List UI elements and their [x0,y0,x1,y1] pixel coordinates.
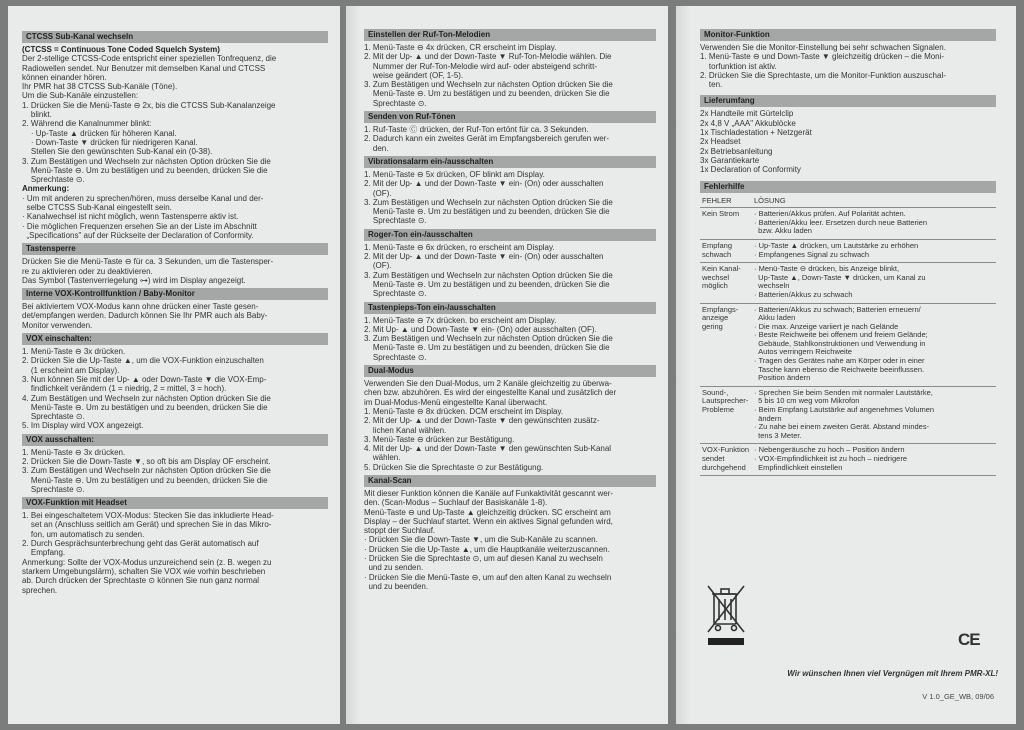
text-line: Menü-Taste ⊖. Um zu bestätigen und zu beenden, drücken Sie die [22,402,268,412]
text-line: lichen Kanal wählen. [364,425,447,435]
text-line: Menü-Taste ⊖. Um zu bestätigen und zu beenden, drücken Sie die [364,207,610,217]
text-line: chen bzw. abzuhören. Es wird der eingestellte Kanal und zusätzlich der [364,388,617,398]
text-line: 1. Menü-Taste ⊖ 3x drücken. [22,347,126,357]
table-row [700,303,996,386]
text-line: 2. Dadurch kann ein zweites Gerät im Empfangsbereich gerufen wer- [364,134,610,144]
loesung-cell: · Up-Taste ▲ drücken, um Lautstärke zu erhöhen · Empfangenes Signal zu schwach [754,240,919,259]
table-row [700,208,996,240]
panel-middle-content [364,26,656,591]
text-line: den. [364,143,389,153]
lieferumfang-item: 3x Garantiekarte [700,155,760,165]
section-title: VOX einschalten: [22,333,328,345]
lieferumfang-list [700,109,996,174]
fehler-cell: Kein Strom [702,209,740,219]
text-line: 1. Ruf-Taste Ⓒ drücken, der Ruf-Ton ertönt für ca. 3 Sekunden. [364,125,589,135]
text-line: (OF). [364,188,392,198]
text-line: weise geändert (OF, 1-5). [364,70,464,80]
fehler-cell: Empfangs- anzeige gering [702,304,739,331]
text-line: (OF). [364,261,392,271]
loesung-cell: · Sprechen Sie beim Senden mit normaler Lautstärke, 5 bis 10 cm weg vom Mikrofon · Beim Empfang Lautstärke auf angenehmes Volumen ändern · Zu nahe bei einem zweiten Gerät. Abstand mindes- tens 3 Meter. [754,387,935,440]
text-line: Sprechtaste ⊙. [22,484,85,494]
text-line: 3. Nun können Sie mit der Up- ▲ oder Down-Taste ▼ die VOX-Emp- [22,374,267,384]
text-line: Sprechtaste ⊙. [22,412,85,422]
text-line: selbe CTCSS Sub-Kanal eingestellt sein. [22,203,172,213]
fold-shadow [676,6,690,724]
lieferumfang-item: 1x Declaration of Conformity [700,165,801,175]
text-line: 3. Zum Bestätigen und Wechseln zur nächsten Option drücken Sie die [364,334,613,344]
column-header-fehler: FEHLER [700,195,752,208]
text-line: Das Symbol (Tastenverriegelung ⊶) wird im Display angezeigt. [22,275,246,285]
section-title: Roger-Ton ein-/ausschalten [364,229,656,241]
text-line: 1. Drücken Sie die Menü-Taste ⊖ 2x, bis die CTCSS Sub-Kanalanzeige [22,100,276,110]
text-line: 5. Drücken Sie die Sprechtaste ⊙ zur Bestätigung. [364,462,544,472]
section-title: Dual-Modus [364,365,656,377]
fehler-cell: VOX-Funktion sendet durchgehend [702,445,750,472]
text-line: 4. Zum Bestätigen und Wechseln zur nächsten Option drücken Sie die [22,393,271,403]
text-line: Menü-Taste ⊖. Um zu bestätigen und zu beenden, drücken Sie die [22,475,268,485]
text-line: 4. Mit der Up- ▲ und der Down-Taste ▼ den gewünschten Sub-Kanal [364,444,612,454]
monitor-line: 1. Menü-Taste ⊖ und Down-Taste ▼ gleichzeitig drücken – die Moni- [700,52,945,62]
text-line: ab. Durch drücken der Sprechtaste ⊙ können Sie nun ganz normal [22,576,260,586]
text-line: Verwenden Sie den Dual-Modus, um 2 Kanäle gleichzeitig zu überwa- [364,379,612,389]
text-line: starkem Umgebungslärm), schalten Sie VOX wie vorhin beschrieben [22,566,266,576]
lieferumfang-item: 1x Tischladestation + Netzgerät [700,128,812,138]
section-title-monitor: Monitor-Funktion [700,29,996,41]
text-line: 2. Mit der Up- ▲ und der Down-Taste ▼ Ruf-Ton-Melodie wählen. Die [364,52,612,62]
text-line: Um die Sub-Kanäle einzustellen: [22,91,139,101]
text-line: Monitor verwenden. [22,320,93,330]
text-line: Anmerkung: Sollte der VOX-Modus unzureichend sein (z. B. wegen zu [22,557,272,567]
text-line: Drücken Sie die Menü-Taste ⊖ für ca. 3 Sekunden, um die Tastensper- [22,257,274,267]
panel-right-content [700,26,996,476]
text-line: · Um mit anderen zu sprechen/hören, muss derselbe Kanal und der- [22,193,264,203]
section-title: VOX ausschalten: [22,434,328,446]
section-title: Kanal-Scan [364,475,656,487]
text-line: · Drücken Sie die Sprechtaste ⊙, um auf diesen Kanal zu wechseln [364,554,603,564]
text-line: 3. Zum Bestätigen und Wechseln zur nächsten Option drücken Sie die [364,80,613,90]
text-line: · Down-Taste ▼ drücken für niedrigeren Kanal. [22,137,198,147]
text-line: 1. Menü-Taste ⊖ 4x drücken, CR erscheint im Display. [364,43,557,52]
section-title: CTCSS Sub-Kanal wechseln [22,31,328,43]
text-line: Sprechtaste ⊙. [364,98,427,108]
text-line: 2. Mit Up- ▲ und Down-Taste ▼ ein- (On) oder ausschalten (OF). [364,324,597,334]
table-row [700,444,996,476]
text-line: Bei aktiviertem VOX-Modus kann ohne drücken einer Taste gesen- [22,302,259,312]
monitor-line: torfunktion ist aktiv. [700,61,777,71]
table-row [700,239,996,262]
section-title: Interne VOX-Kontrollfunktion / Baby-Monitor [22,288,328,300]
text-line: den. (Scan-Modus – Suchlauf der Basiskanäle 1-8). [364,498,548,508]
text-line: 3. Zum Bestätigen und Wechseln zur nächsten Option drücken Sie die [364,197,613,207]
text-line: und zu beenden. [364,581,429,591]
text-line: Sprechtaste ⊙. [364,289,427,299]
text-line: 3. Zum Bestätigen und Wechseln zur nächsten Option drücken Sie die [22,466,271,476]
text-line: Sprechtaste ⊙. [22,175,85,185]
section-title: VOX-Funktion mit Headset [22,497,328,509]
text-line: 2. Drücken Sie die Up-Taste ▲, um die VOX-Funktion einzuschalten [22,356,264,366]
text-line: sprechen. [22,585,58,595]
monitor-line: Verwenden Sie die Monitor-Einstellung bei sehr schwachen Signalen. [700,43,946,52]
text-line: blinkt. [22,110,52,120]
loesung-cell: · Batterien/Akkus zu schwach; Batterien erneuern/ Akku laden · Die max. Anzeige variiert je nach Gelände · Beste Reichweite bei offenem und freiem Gelände; Gebäude, Stahlkonstruktionen und Verwendung in Autos verringern Reichweite · Tragen des Gerätes nahe am Körper oder in einer Tasche kann ebenso die Reichweite beeinflussen. Position ändern [754,304,928,383]
fehler-cell: Empfang schwach [702,240,733,259]
section-title-fehlerhilfe: Fehlerhilfe [700,181,996,193]
text-line: Menü-Taste ⊖. Um zu bestätigen und zu beenden, drücken Sie die [364,279,610,289]
text-line: 2. Mit der Up- ▲ und der Down-Taste ▼ ein- (On) oder ausschalten [364,252,604,262]
loesung-cell: · Nebengeräusche zu hoch – Position ändern · VOX-Empfindlichkeit ist zu hoch – niedrigere Empfindlichkeit einstellen [754,445,907,472]
text-line: 3. Zum Bestätigen und Wechseln zur nächsten Option drücken Sie die [22,156,271,166]
text-line: Empfang. [22,548,66,558]
text-line: fon, um automatisch zu senden. [22,529,145,539]
text-line: re zu aktivieren oder zu deaktivieren. [22,266,153,276]
text-line: · Die möglichen Frequenzen ersehen Sie an der Liste im Abschnitt [22,221,257,231]
text-line: wählen. [364,453,401,463]
lieferumfang-item: 2x 4,8 V „AAA" Akkublöcke [700,118,796,128]
section-title: Einstellen der Ruf-Ton-Melodien [364,29,656,41]
text-line: können einander hören. [22,72,107,82]
text-line: 1. Bei eingeschaltetem VOX-Modus: Stecken Sie das inkludierte Head- [22,511,274,521]
text-line: 1. Menü-Taste ⊖ 8x drücken. DCM erscheint im Display. [364,406,564,416]
section-title: Tastensperre [22,243,328,255]
section-title-lieferumfang: Lieferumfang [700,95,996,107]
text-line: Menü-Taste ⊖. Um zu bestätigen und zu beenden, drücken Sie die [364,343,610,353]
troubleshooting-table [700,195,996,477]
closing-message: Wir wünschen Ihnen viel Vergnügen mit Ihrem PMR-XL! [787,669,998,678]
text-line: Der 2-stellige CTCSS-Code entspricht einer speziellen Tonfrequenz, die [22,54,277,64]
text-line: set an (Anschluss seitlich am Gerät) und sprechen Sie in das Mikro- [22,520,272,530]
lieferumfang-item: 2x Handteile mit Gürtelclip [700,109,794,119]
monitor-line: 2. Drücken Sie die Sprechtaste, um die Monitor-Funktion auszuschal- [700,70,946,80]
text-line: · Drücken Sie die Up-Taste ▲, um die Hauptkanäle weiterzuscannen. [364,544,610,554]
text-line: 3. Menü-Taste ⊖ drücken zur Bestätigung. [364,434,515,444]
text-line: 1. Menü-Taste ⊖ 3x drücken. [22,447,126,457]
fehler-cell: Sound-, Lautsprecher- Probleme [702,387,749,415]
text-line: Menü-Taste ⊖ und Up-Taste ▲ gleichzeitig drücken. SC erscheint am [364,507,611,517]
text-line: stoppt der Suchlauf. [364,526,436,536]
text-line-bold: Anmerkung: [22,184,70,194]
text-line: Nummer der Ruf-Ton-Melodie wird auf- oder absteigend schritt- [364,61,597,71]
ce-mark: CE [958,630,980,649]
version-label: V 1.0_GE_WB, 09/06 [922,692,994,701]
text-line: 1. Menü-Taste ⊖ 5x drücken, OF blinkt am Display. [364,169,545,179]
manual-panel-right [676,6,1016,724]
text-line: Sprechtaste ⊙. [364,216,427,226]
lieferumfang-item: 2x Betriebsanleitung [700,146,773,156]
lieferumfang-item: 2x Headset [700,137,741,147]
text-line: 2. Durch Gesprächsunterbrechung geht das Gerät automatisch auf [22,539,259,549]
text-line: 2. Mit der Up- ▲ und der Down-Taste ▼ den gewünschten zusätz- [364,416,600,426]
text-line: 5. Im Display wird VOX angezeigt. [22,421,144,431]
text-line: 1. Menü-Taste ⊖ 6x drücken, ro erscheint am Display. [364,242,555,252]
table-row [700,263,996,303]
fehler-cell: Kein Kanal- wechsel möglich [702,264,741,291]
text-line: 2. Während die Kanalnummer blinkt: [22,119,152,129]
text-line: Menü-Taste ⊖. Um zu bestätigen und zu beenden, drücken Sie die [22,165,268,175]
text-line: Radiowellen sendet. Nur Benutzer mit demselben Kanal und CTCSS [22,63,266,73]
text-line: findlichkeit verändern (1 = niedrig, 2 = mittel, 3 = hoch). [22,384,227,394]
text-line: 2. Mit der Up- ▲ und der Down-Taste ▼ ein- (On) oder ausschalten [364,179,604,189]
text-line: 2. Drücken Sie die Down-Taste ▼, so oft bis am Display OF erscheint. [22,456,271,466]
monitor-line: ten. [700,80,723,90]
section-title: Senden von Ruf-Tönen [364,111,656,123]
text-line: · Drücken Sie die Menü-Taste ⊖, um auf den alten Kanal zu wechseln [364,572,612,582]
text-line: Mit dieser Funktion können die Kanäle auf Funkaktivität gescannt wer- [364,488,614,498]
text-line: „Specifications" auf der Rückseite der Declaration of Conformity. [22,230,254,240]
text-line: Sprechtaste ⊙. [364,352,427,362]
table-row [700,386,996,444]
text-line: Stellen Sie den gewünschten Sub-Kanal ein (0-38). [22,147,213,157]
weee-crossed-bin-icon [704,582,748,648]
text-line: (1 erscheint am Display). [22,365,120,375]
text-line: im Dual-Modus-Menü eingestellte Kanal überwacht. [364,397,548,407]
section-title: Vibrationsalarm ein-/ausschalten [364,156,656,168]
text-line: det/empfangen werden. Dadurch können Sie Ihr PMR auch als Baby- [22,311,268,321]
fold-shadow [346,6,360,724]
loesung-cell: · Batterien/Akkus prüfen. Auf Polarität achten. · Batterien/Akku leer. Ersetzen durch neue Batterien bzw. Akku laden [754,209,928,236]
text-line: Menü-Taste ⊖. Um zu bestätigen und zu beenden, drücken Sie die [364,89,610,99]
section-title: Tastenpieps-Ton ein-/ausschalten [364,302,656,314]
manual-panel-middle [346,6,668,724]
column-header-loesung: LÖSUNG [752,195,996,208]
loesung-cell: · Menü-Taste ⊖ drücken, bis Anzeige blinkt, Up-Taste ▲, Down-Taste ▼ drücken, um Kanal zu wechseln · Batterien/Akkus zu schwach [754,264,926,299]
manual-panel-left [8,6,340,724]
text-line: 1. Menü-Taste ⊖ 7x drücken. bo erscheint am Display. [364,315,557,325]
text-line-bold: (CTCSS = Continuous Tone Coded Squelch System) [22,45,220,54]
text-line: · Kanalwechsel ist nicht möglich, wenn Tastensperre aktiv ist. [22,212,239,222]
monitor-text [700,43,996,89]
panel-left-content [22,28,328,595]
text-line: Display – der Suchlauf startet. Wenn ein aktives Signal gefunden wird, [364,516,613,526]
text-line: Ihr PMR hat 38 CTCSS Sub-Kanäle (Töne). [22,82,178,92]
text-line: 3. Zum Bestätigen und Wechseln zur nächsten Option drücken Sie die [364,270,613,280]
text-line: und zu senden. [364,563,424,573]
text-line: · Up-Taste ▲ drücken für höheren Kanal. [22,128,177,138]
text-line: · Drücken Sie die Down-Taste ▼, um die Sub-Kanäle zu scannen. [364,535,598,545]
